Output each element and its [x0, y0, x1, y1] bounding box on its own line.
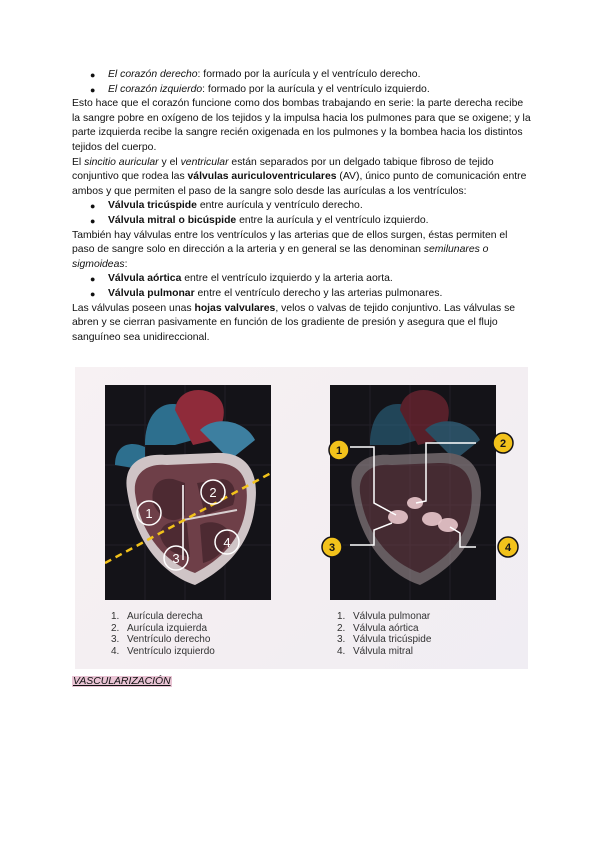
marker-label: 4: [504, 542, 512, 554]
term: Válvula mitral o bicúspide: [108, 214, 237, 226]
bullet-dot: ●: [90, 215, 96, 226]
list-item: [72, 83, 532, 98]
legend-item: 1. Válvula pulmonar: [337, 611, 431, 622]
list-item: [72, 272, 532, 287]
bullet-dot: ●: [90, 288, 96, 299]
marker-label: 2: [499, 438, 507, 450]
legend-item: 3. Válvula tricúspide: [337, 634, 432, 645]
section-heading: VASCULARIZACIÓN: [73, 676, 171, 687]
legend-item: 3. Ventrículo derecho: [111, 634, 211, 645]
legend-item: 4. Válvula mitral: [337, 645, 414, 657]
valves-legend: [337, 611, 431, 657]
paragraph: Esto hace que el corazón funcione como dos bombas trabajando en serie: la parte derecha recibe la sangre pobre en oxígeno de los tejidos y la impulsa hacia los pulmones para que se oxigene; y la parte izquierda recibe la sangre recién oxigenada en los pulmones y la bombea hacia los distintos tejidos del cuerpo.: [72, 98, 531, 153]
bullet-dot: ●: [90, 201, 96, 212]
heart-figure: [75, 367, 528, 669]
paragraph: Las válvulas poseen unas hojas valvulares, velos o valvas de tejido conjuntivo. Las válvulas se abren y se cierran pasivamente en función de los gradiente de presión y asegura que el flujo sanguíneo sea unidireccional.: [72, 302, 516, 343]
legend-item: 1. Aurícula derecha: [111, 611, 203, 622]
document-body: [72, 68, 532, 345]
item-text: entre el ventrículo derecho y las arterias pulmonares.: [194, 287, 443, 299]
item-text: : formado por la aurícula y el ventrículo derecho.: [197, 69, 421, 80]
term: Válvula aórtica: [108, 273, 182, 285]
legend-item: 2. Válvula aórtica: [337, 622, 419, 634]
item-text: entre el ventrículo izquierdo y la arteria aorta.: [181, 273, 393, 285]
list-item: [72, 287, 532, 302]
bullet-dot: ●: [90, 274, 96, 285]
list-item: [72, 214, 532, 229]
paragraph: También hay válvulas entre los ventrículos y las arterias que de ellos surgen, éstas permiten el paso de sangre solo en dirección a la arteria y en general se las denominan semilunares o sigmoideas:: [72, 229, 508, 270]
paragraph: El sincitio auricular y el ventricular están separados por un delgado tabique fibroso de tejido conjuntivo que rodea las válvulas auriculoventriculares (AV), único punto de comunicación entre ambos y que permiten el paso de la sangre solo desde las aurículas a los ventrículos:: [72, 156, 527, 197]
item-text: entre aurícula y ventrículo derecho.: [196, 200, 363, 212]
marker-label: 1: [335, 445, 343, 457]
list-item: [72, 68, 532, 83]
legend-item: 4. Ventrículo izquierdo: [111, 645, 215, 657]
bullet-dot: ●: [90, 84, 96, 95]
bullet-dot: ●: [90, 70, 96, 80]
term: Válvula tricúspide: [108, 200, 197, 212]
marker-label: 2: [209, 485, 217, 500]
marker-label: 3: [172, 551, 180, 566]
list-item: [72, 199, 532, 214]
legend-item: 2. Aurícula izquierda: [111, 622, 208, 634]
item-text: entre la aurícula y el ventrículo izquierdo.: [236, 214, 429, 226]
marker-label: 3: [328, 542, 336, 554]
term: Válvula pulmonar: [108, 287, 195, 299]
item-text: : formado por la aurícula y el ventrículo izquierdo.: [202, 83, 430, 95]
marker-label: 4: [223, 535, 231, 550]
term: El corazón izquierdo: [108, 83, 203, 95]
marker-label: 1: [145, 506, 153, 521]
chambers-legend: [111, 611, 215, 657]
term: El corazón derecho: [108, 69, 198, 80]
